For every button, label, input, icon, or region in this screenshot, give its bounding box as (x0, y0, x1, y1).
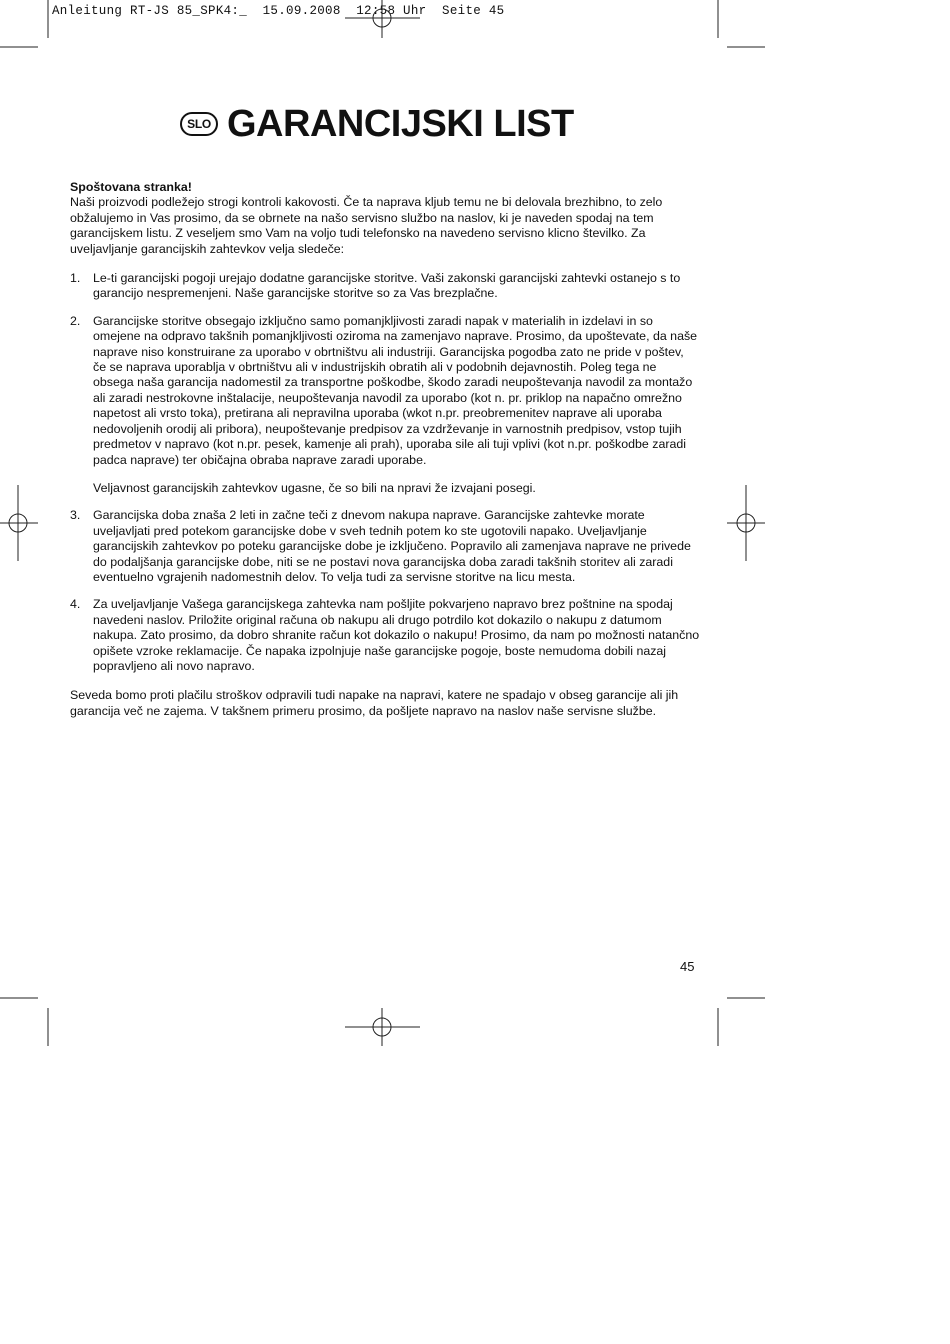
print-header: Anleitung RT-JS 85_SPK4:_ 15.09.2008 12:58 Uhr Seite 45 (52, 4, 505, 18)
list-item (70, 508, 700, 585)
document-body (70, 180, 700, 719)
list-item (70, 597, 700, 674)
intro-paragraph: Naši proizvodi podležejo strogi kontroli kakovosti. Če ta naprava kljub temu ne bi delovala brezhibno, to zelo obžalujemo in Vas prosimo, da se obrnete na našo servisno službo na naslov, ki je naveden spodaj na tem garancijskem listu. Z veseljem smo Vam na voljo tudi telefonsko na navedeno servisno klicno številko. Za uveljavljanje garancijskih zahtevkov velja sledeče: (70, 195, 663, 256)
registration-mark-bottom (345, 1008, 420, 1046)
page-title: GARANCIJSKI LIST (227, 103, 574, 145)
list-item (70, 271, 700, 302)
title-row (180, 100, 574, 148)
registration-mark-right (727, 485, 765, 561)
list-item-text: Le-ti garancijski pogoji urejajo dodatne garancijske storitve. Vaši zakonski garancijski zahtevki ostanejo s to garancijo nespremenjeni. Naše garancijske storitve so za Vas brezplačne. (93, 271, 681, 301)
list-item-number: 4. (70, 597, 81, 612)
terms-list (70, 271, 700, 674)
list-item (70, 314, 700, 496)
list-item-text: Za uveljavljanje Vašega garancijskega zahtevka nam pošljite pokvarjeno napravo brez poštnine na spodaj navedeni naslov. Priložite original računa ob nakupu ali drugo potrdilo kot dokazilo o nakupu z datumom nakupa. Zato prosimo, da dobro shranite račun kot dokazilo o nakupu! Prosimo, da nam po možnosti natančno opišete vzroke reklamacije. Če napaka izpolnjuje naše garancijske pogoje, boste nemudoma dobili nazaj popravljeno ali novo napravo. (93, 597, 700, 673)
list-item-text: Garancijska doba znaša 2 leti in začne teči z dnevom nakupa naprave. Garancijske zahtevke morate uveljavljati pred potekom garancijske dobe v sveh tednih potem ko ste ugotovili napako. Uveljavljanje garancijskih zahtevkov po poteku garancijske dobe je izključeno. Popravilo ali zamenjava naprave ne privede do podaljšanja garancijske dobe, niti se ne postavi nova garancijska doba zaradi takšnih storitev ali zaradi eventuelno vgrajenih nadomestnih delov. To velja tudi za servisne storitve na licu mesta. (93, 508, 691, 584)
list-item-number: 1. (70, 271, 81, 286)
list-item-number: 3. (70, 508, 81, 523)
registration-mark-left (0, 485, 38, 561)
list-item-note: Veljavnost garancijskih zahtevkov ugasne, če so bili na npravi že izvajani posegi. (93, 480, 536, 495)
list-item-text: Garancijske storitve obsegajo izključno samo pomanjkljivosti zaradi napak v materialih in izdelavi in so omejene na odpravo takšnih pomanjkljivosti oziroma na zamenjavo naprave. Prosimo, da upoštevate, da naše naprave niso konstruirane za uporabo v obrtništvu ali industriji. Garancijska pogodba zato ne pride v poštev, če se naprava uporablja v obrtništvu ali v industrijskih obratih ali v podobnih dejavnostih. Poleg tega ne obsega naša garancija nadomestil za transportne poškodbe, škodo zaradi neupoštevanja navodil za montažo ali zaradi nestrokovne inštalacije, neupoštevanja navodil za uporabo (kot n. pr. priklop na napačno omrežno napetost ali vrsto toka), pretirana ali nepravilna uporaba (wkot n.pr. preobremenitev naprave ali uporaba nedovoljenih orodij ali pribora), neupoštevanje predpisov za vzdrževanje in varnostnih predpisov, vstop tujih predmetov v napravo (kot n.pr. pesek, kamenje ali prah), uporaba sile ali tuji vplivi (kot n.pr. poškodbe zaradi padca naprave) ter običajna obraba naprave zaradi uporabe. (93, 313, 698, 467)
language-badge: SLO (180, 112, 218, 136)
greeting: Spoštovana stranka! (70, 180, 192, 194)
registration-mark-top (345, 0, 420, 38)
page-number: 45 (680, 959, 695, 974)
closing-paragraph: Seveda bomo proti plačilu stroškov odpravili tudi napake na napravi, katere ne spadajo v obseg garancije ali jih garancija več ne zajema. V takšnem primeru prosimo, da pošljete napravo na naslov naše servisne službe. (70, 688, 679, 718)
list-item-number: 2. (70, 313, 81, 328)
